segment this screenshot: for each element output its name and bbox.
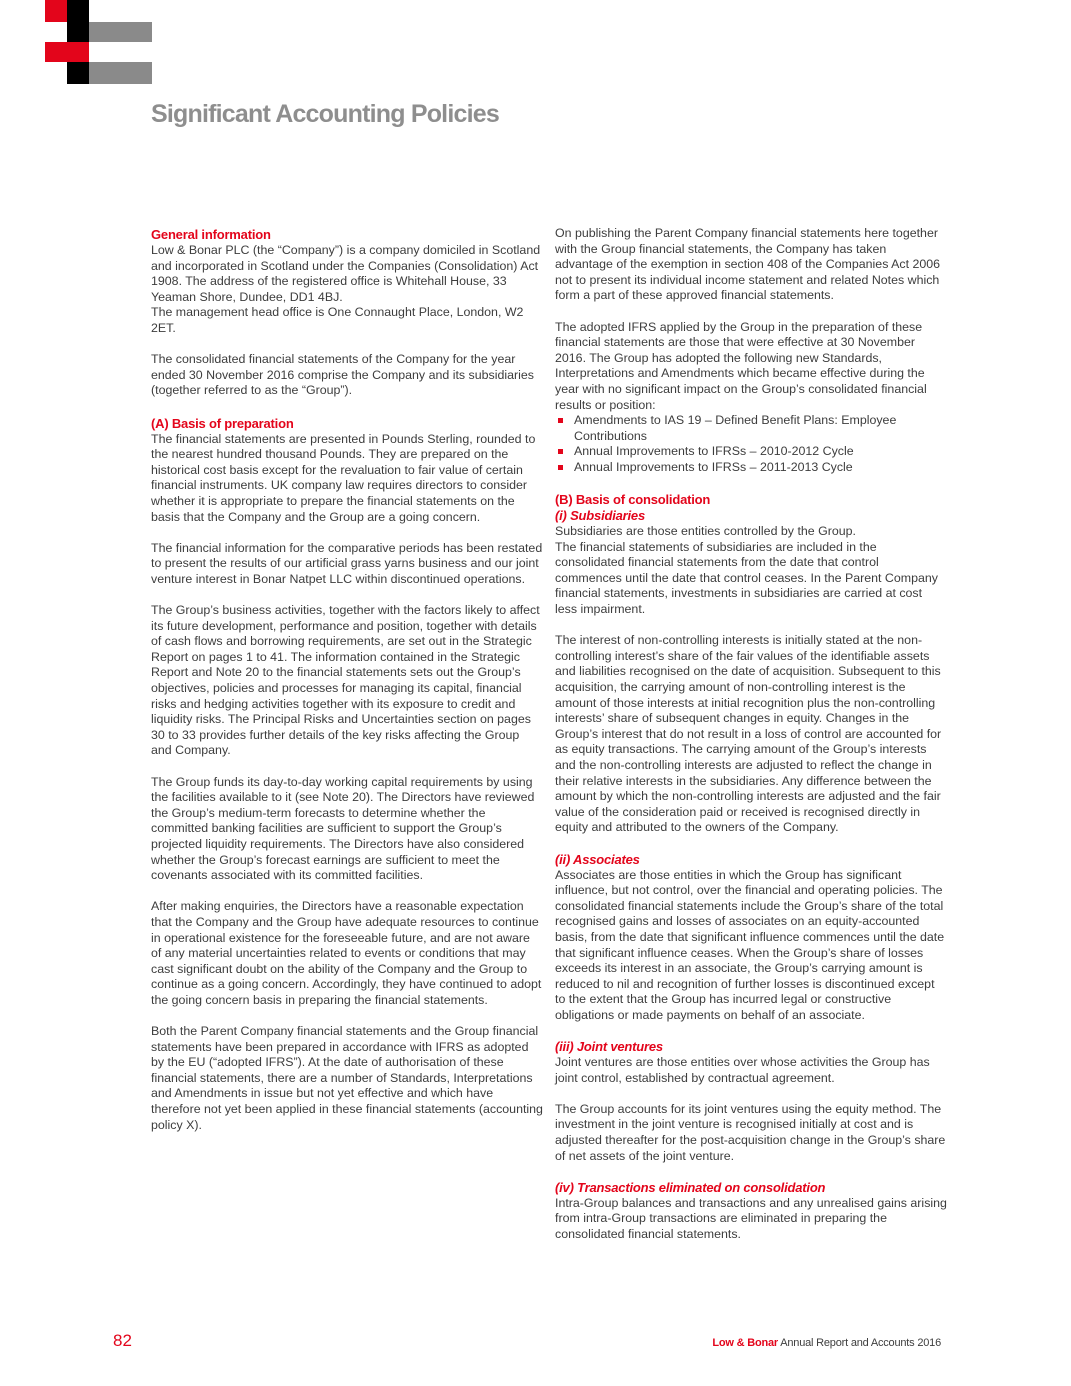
basis-paragraph-5: After making enquiries, the Directors have a reasonable expectation that the Company and the Group have adequate resources to continue in operational existence for the foreseeable future, and are not aware of any material uncertainties related to events or conditions that may cast significant doubt on the ability of the Company and the Group to continue as a going concern. Accordingly, they have continued to adopt the going concern basis in preparing the financial statements. bbox=[151, 899, 542, 1007]
parent-company-paragraph: On publishing the Parent Company financial statements here together with the Group financial statements, the Company has taken advantage of the exemption in section 408 of the Companies Act 2006 not to present its individual income statement and related Notes which form a part of these approved financial statements. bbox=[555, 226, 941, 303]
logo-gray-bar-bottom bbox=[89, 62, 152, 84]
basis-paragraph-6: Both the Parent Company financial statements and the Group financial statements have been prepared in accordance with IFRS as adopted by the EU (“adopted IFRS”). At the date of authorisation of these financial statements, there are a number of Standards, Interpretations and Amendments in issue but not yet effective and which have therefore not yet been applied in these financial statements (accounting policy X). bbox=[151, 1024, 543, 1132]
basis-paragraph-2: The financial information for the comparative periods has been restated to present the results of our artificial grass yarns business and our joint venture interest in Bonar Natpet LLC within discontinued operations. bbox=[151, 540, 543, 586]
non-controlling-interests-paragraph: The interest of non-controlling interests is initially stated at the non-controlling interest’s share of the fair values of the identifiable assets and liabilities recognised on the date of acquisition. Subsequent to this acquisition, the carrying amount of non-controlling interest is the amount of those interests at initial recognition plus the non-controlling interests’ share of subsequent changes in equity. Changes in the Group’s interest that do not result in a loss of control are accounted for as equity transactions. The carrying amount of the Group’s interests and the non-controlling interests are adjusted to reflect the change in their relative interests in the subsidiaries. Any difference between the amount by which the non-controlling interests are adjusted and the fair value of the consideration paid or received is recognised directly in equity and attributed to the owners of the Company. bbox=[555, 633, 942, 835]
consolidated-statements-paragraph: The consolidated financial statements of the Company for the year ended 30 November 2016 comprise the Company and its subsidiaries (together referred to as the “Group”). bbox=[151, 352, 534, 398]
page-number: 82 bbox=[113, 1331, 132, 1350]
head-office-paragraph: The management head office is One Connaught Place, London, W2 2ET. bbox=[151, 305, 524, 335]
general-information-heading: General information bbox=[151, 227, 271, 242]
joint-ventures-heading: (iii) Joint ventures bbox=[555, 1039, 663, 1055]
footer bbox=[712, 1337, 941, 1349]
transactions-eliminated-paragraph: Intra-Group balances and transactions and any unrealised gains arising from intra-Group transactions are eliminated in preparing the consolidated financial statements. bbox=[555, 1195, 947, 1242]
subsidiaries-heading: (i) Subsidiaries bbox=[555, 508, 645, 524]
adopted-ifrs-paragraph: The adopted IFRS applied by the Group in the preparation of these financial statements are those that were effective at 30 November 2016. The Group has adopted the following new Standards, Interpretations and Amendments which became effective during the year with no significant impact on the Group’s consolidated financial results or position: bbox=[555, 319, 927, 412]
new-standards-list bbox=[555, 413, 947, 475]
general-information-paragraph: Low & Bonar PLC (the “Company”) is a company domiciled in Scotland and incorporated in Scotland under the Companies (Consolidation) Act 1908. The address of the registered office is Whitehall House, 33 Yeaman Shore, Dundee, DD1 4BJ. bbox=[151, 243, 541, 304]
joint-ventures-paragraph-1: Joint ventures are those entities over whose activities the Group has joint control, established by contractual agreement. bbox=[555, 1055, 930, 1085]
basis-paragraph-4: The Group funds its day-to-day working capital requirements by using the facilities available to it (see Note 20). The Directors have reviewed the Group’s medium-term forecasts to determine whether the committed banking facilities are sufficient to support the Group’s projected liquidity requirements. The Directors have also considered whether the Group’s forecast earnings are sufficient to meet the covenants associated with its committed facilities. bbox=[151, 774, 535, 883]
logo-black-block bbox=[67, 0, 89, 22]
right-column bbox=[555, 226, 947, 1243]
transactions-eliminated-heading: (iv) Transactions eliminated on consolidation bbox=[555, 1179, 826, 1195]
bullet-square-icon bbox=[558, 418, 563, 423]
basis-paragraph-1: The financial statements are presented in Pounds Sterling, rounded to the nearest hundred thousand Pounds. They are prepared on the historical cost basis except for the revaluation to fair value of certain financial instruments. UK company law requires directors to consider whether it is appropriate to prepare the financial statements on the basis that the Company and the Group are a going concern. bbox=[151, 431, 536, 524]
subsidiaries-paragraph-1: Subsidiaries are those entities controlled by the Group. bbox=[555, 524, 856, 539]
basis-paragraph-3: The Group’s business activities, together with the factors likely to affect its future development, performance and position, together with details of cash flows and borrowing requirements, are set out in the Strategic Report on pages 1 to 41. The information contained in the Strategic Report and Note 20 to the financial statements sets out the Group’s objectives, policies and processes for managing its capital, financial risks and hedging activities together with its exposure to credit and liquidity risks. The Principal Risks and Uncertainties section on pages 30 to 33 provides further details of the key risks affecting the Group and Company. bbox=[151, 603, 540, 758]
logo-red-bar-middle bbox=[45, 42, 89, 62]
basis-of-consolidation-heading: (B) Basis of consolidation bbox=[555, 492, 711, 508]
logo-black-block-mid bbox=[67, 22, 89, 42]
footer-brand: Low & Bonar bbox=[712, 1337, 778, 1349]
basis-of-preparation-heading: (A) Basis of preparation bbox=[151, 415, 294, 431]
associates-paragraph: Associates are those entities in which the Group has significant influence, but not control, over the financial and operating policies. The consolidated financial statements include the Group’s share of the total recognised gains and losses of associates on an equity-accounted basis, from the date that significant influence commences until the date that significant influence ceases. When the Group’s share of losses exceeds its interest in an associate, the Group’s carrying amount is reduced to nil and recognition of further losses is discontinued except to the extent that the Group has incurred legal or constructive obligations or made payments on behalf of an associate. bbox=[555, 867, 945, 1022]
brand-logo-graphic bbox=[0, 0, 160, 90]
logo-black-block-bottom bbox=[67, 62, 89, 84]
list-item: Annual Improvements to IFRSs – 2010-2012 Cycle bbox=[555, 444, 947, 460]
associates-heading: (ii) Associates bbox=[555, 851, 640, 867]
bullet-square-icon bbox=[558, 465, 563, 470]
list-item: Annual Improvements to IFRSs – 2011-2013 Cycle bbox=[555, 460, 947, 476]
list-item: Amendments to IAS 19 – Defined Benefit Plans: Employee Contributions bbox=[555, 413, 947, 444]
joint-ventures-paragraph-2: The Group accounts for its joint ventures using the equity method. The investment in the joint venture is recognised initially at cost and is adjusted thereafter for the post-acquisition change in the Group’s share of net assets of the joint venture. bbox=[555, 1101, 946, 1163]
logo-gray-bar-top bbox=[89, 22, 152, 42]
bullet-square-icon bbox=[558, 449, 563, 454]
subsidiaries-paragraph-2: The financial statements of subsidiaries are included in the consolidated financial statements from the date that control commences until the date that control ceases. In the Parent Company financial statements, investments in subsidiaries are carried at cost less impairment. bbox=[555, 539, 938, 617]
left-column bbox=[151, 226, 543, 1149]
page-title: Significant Accounting Policies bbox=[151, 100, 499, 128]
logo-red-block-top bbox=[45, 0, 67, 22]
footer-report-title: Annual Report and Accounts 2016 bbox=[780, 1337, 941, 1349]
